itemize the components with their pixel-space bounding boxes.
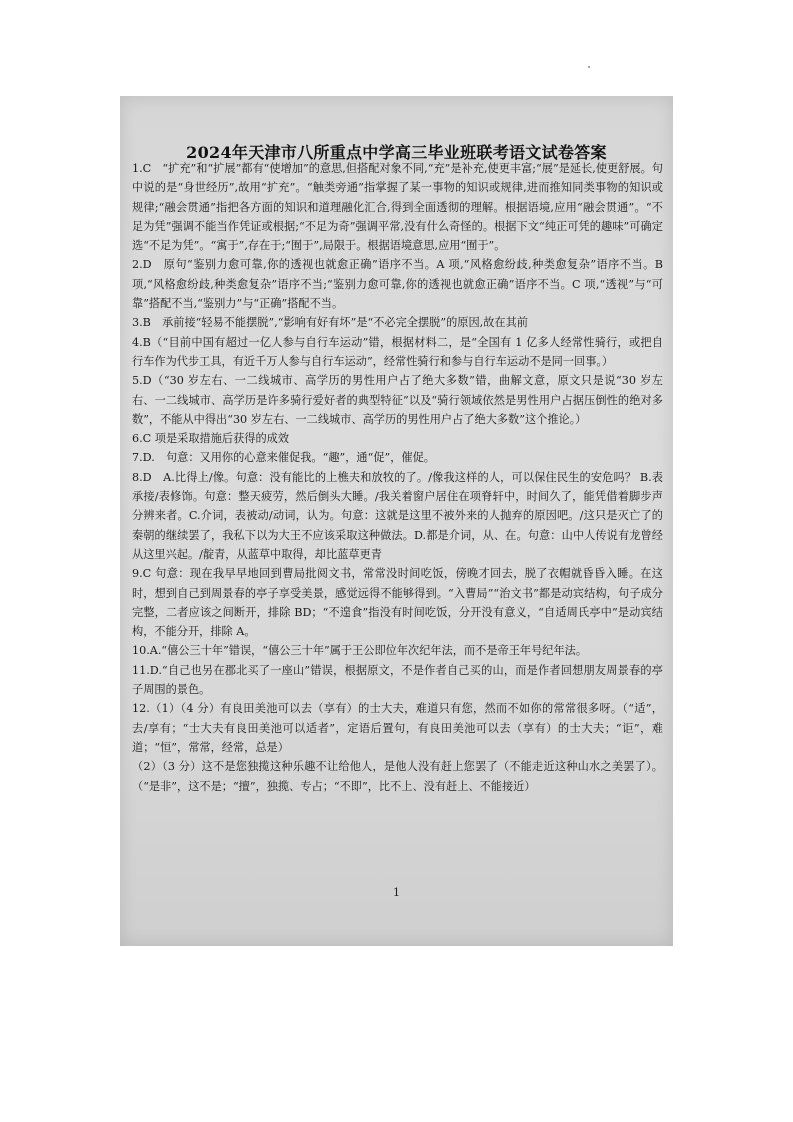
- answer-3: 3.B 承前接“轻易不能摆脱”,“影响有好有坏”是“不必完全摆脱”的原因,故在其前: [132, 316, 528, 330]
- document-title: 2024年天津市八所重点中学高三毕业班联考语文试卷答案: [186, 143, 607, 162]
- answer-7: 7.D. 句意：又用你的心意来催促我。“趣”，通“促”，催促。: [132, 451, 435, 465]
- answer-8: 8.D A.比得上/像。句意：没有能比的上樵夫和放牧的了。/像我这样的人，可以保住民生的安危吗？ B.表承接/表修饰。句意：整天疲劳，然后倒头大睡。/我关着窗户居住在项脊轩中，时间久了，能凭借着脚步声分辨来者。C.介词，表被动/动词，认为。句意：这就是这里不被外来的人抛弃的原因吧。/这只是灭亡了的秦朝的继续罢了，我私下以为大王不应该采取这种做法。D.都是介词，从、在。句意：山中人传说有龙曾经从这里兴起。/靛青，从蓝草中取得，却比蓝草更青: [132, 470, 663, 561]
- answer-body: [132, 159, 663, 796]
- answer-12-part-1: 12.（1）（4 分）有良田美池可以去（享有）的士大夫，难道只有您，然而不如你的常常很多呀。（“适”，去/享有；“士大夫有良田美池可以适者”，定语后置句，有良田美池可以去（享有）的士大夫；“讵”，难道；“恒”，常常，经常，总是）: [132, 702, 663, 754]
- answer-10: 10.A.“僖公三十年”错误，“僖公三十年”属于王公即位年次纪年法，而不是帝王年号纪年法。: [132, 644, 588, 658]
- answer-2: 2.D 原句“鉴别力愈可靠,你的透视也就愈正确”语序不当。A 项,“风格愈纷歧,种类愈复杂”语序不当。B 项,“风格愈纷歧,种类愈复杂”语序不当;“鉴别力愈可靠,你的透视也就愈正确”语序不当。C 项,“透视”与“可靠”搭配不当,“鉴别力”与“正确”搭配不当。: [132, 258, 663, 311]
- answer-9: 9.C 句意：现在我早早地回到曹局批阅文书，常常没时间吃饭，傍晚才回去，脱了衣帽就昏昏入睡。在这时，想到自己到周景春的亭子享受美景，感觉远得不能够得到。“入曹局”“治文书”都是动宾结构，句子成分完整，二者应该之间断开，排除 BD；“不遑食”指没有时间吃饭，分开没有意义，“自适周氏亭中”是动宾结构，不能分开，排除 A。: [132, 567, 663, 639]
- answer-11: 11.D.“自己也另在郡北买了一座山”错误，根据原文，不是作者自己买的山，而是作者回想朋友周景春的亭子周围的景色。: [132, 663, 663, 697]
- page-number: 1: [393, 886, 400, 899]
- answer-5: 5.D（“30 岁左右、一二线城市、高学历的男性用户占了绝大多数”错，曲解文意，原文只是说“30 岁左右、一二线城市、高学历是许多骑行爱好者的典型特征”以及“骑行领域依然是男性用户占据压倒性的绝对多数”，不能从中得出“30 岁左右、一二线城市、高学历的男性用户占了绝大多数”这个推论。）: [132, 374, 663, 426]
- answer-6: 6.C 项是采取措施后获得的成效: [132, 432, 290, 446]
- answer-1: 1.C “扩充”和“扩展”都有“使增加”的意思,但搭配对象不同,“充”是补充,使更丰富;“展”是延长,使更舒展。句中说的是“身世经历”,故用“扩充”。“触类旁通”指掌握了某一事物的知识或规律,进而推知同类事物的知识或规律;“融会贯通”指把各方面的知识和道理融化汇合,得到全面透彻的理解。根据语境,应用“融会贯通”。“不足为凭”强调不能当作凭证或根据;“不足为奇”强调平常,没有什么奇怪的。根据下文“纯正可凭的趣味”可确定选“不足为凭”。“寓于”,存在于;“囿于”,局限于。根据语境意思,应用“囿于”。: [132, 162, 663, 253]
- scan-speck: [588, 66, 590, 68]
- answer-12-part-2: （2）（3 分）这不是您独揽这种乐趣不让给他人，是他人没有赶上您罢了（不能走近这种山水之美罢了）。（“是非”，这不是；“擅”，独揽、专占；“不即”，比不上、没有赶上、不能接近）: [132, 760, 663, 793]
- answer-4: 4.B（“目前中国有超过一亿人参与自行车运动”错，根据材料二，是“全国有 1 亿多人经常性骑行，或把自行车作为代步工具，有近千万人参与自行车运动”，经常性骑行和参与自行车运动不是同一回事。）: [132, 335, 663, 368]
- document-photo: [120, 96, 673, 946]
